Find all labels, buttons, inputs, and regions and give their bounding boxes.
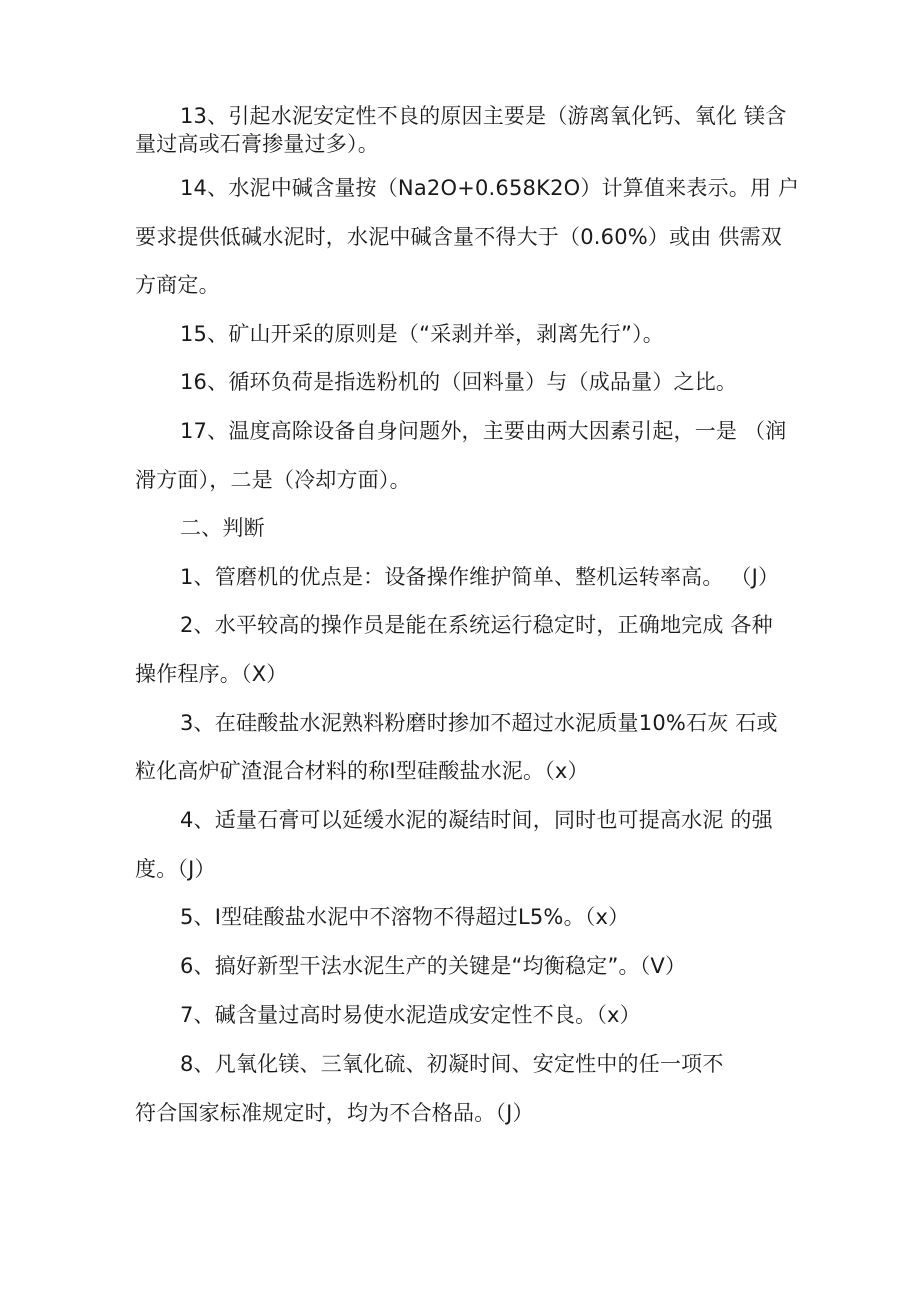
item-14-line-1: 14、水泥中碱含量按（Na2O+0.658K2O）计算值来表示。用 户 <box>180 176 800 200</box>
item-13-line-1: 13、引起水泥安定性不良的原因主要是（游离氧化钙、氧化 镁含 <box>180 104 787 128</box>
judgement-1-line: 1、管磨机的优点是：设备操作维护简单、整机运转率高。 （J） <box>180 565 780 589</box>
judgement-7-line: 7、碱含量过高时易使水泥造成安定性不良。（x） <box>180 1003 641 1027</box>
item-15-line: 15、矿山开采的原则是（“采剥并举，剥离先行”）。 <box>180 322 664 346</box>
section-heading-judgement: 二、判断 <box>180 516 265 540</box>
judgement-2-line-2: 操作程序。（X） <box>135 662 288 686</box>
judgement-3-line-2: 粒化高炉矿渣混合材料的称I型硅酸盐水泥。（x） <box>135 759 589 783</box>
judgement-4-line-2: 度。（J） <box>135 857 216 881</box>
item-14-line-2: 要求提供低碱水泥时，水泥中碱含量不得大于（0.60%）或由 供需双 <box>135 225 782 249</box>
judgement-2-line-1: 2、水平较高的操作员是能在系统运行稳定时，正确地完成 各种 <box>180 613 773 637</box>
judgement-5-line: 5、I型硅酸盐水泥中不溶物不得超过L5%。（x） <box>180 905 630 929</box>
judgement-4-line-1: 4、适量石膏可以延缓水泥的凝结时间，同时也可提高水泥 的强 <box>180 808 773 832</box>
item-17-line-2: 滑方面），二是（冷却方面）。 <box>135 468 411 492</box>
judgement-6-line: 6、搞好新型干法水泥生产的关键是“均衡稳定”。（V） <box>180 954 687 978</box>
item-13-line-2: 量过高或石膏掺量过多）。 <box>135 132 379 156</box>
judgement-3-line-1: 3、在硅酸盐水泥熟料粉磨时掺加不超过水泥质量10%石灰 石或 <box>180 711 778 735</box>
judgement-8-line-1: 8、凡氧化镁、三氧化硫、初凝时间、安定性中的任一项不 <box>180 1052 724 1076</box>
item-17-line-1: 17、温度高除设备自身问题外，主要由两大因素引起，一是 （润 <box>180 419 787 443</box>
judgement-8-line-2: 符合国家标准规定时，均为不合格品。（J） <box>135 1101 534 1125</box>
item-16-line: 16、循环负荷是指选粉机的（回料量）与（成品量）之比。 <box>180 370 738 394</box>
item-14-line-3: 方商定。 <box>135 273 220 297</box>
